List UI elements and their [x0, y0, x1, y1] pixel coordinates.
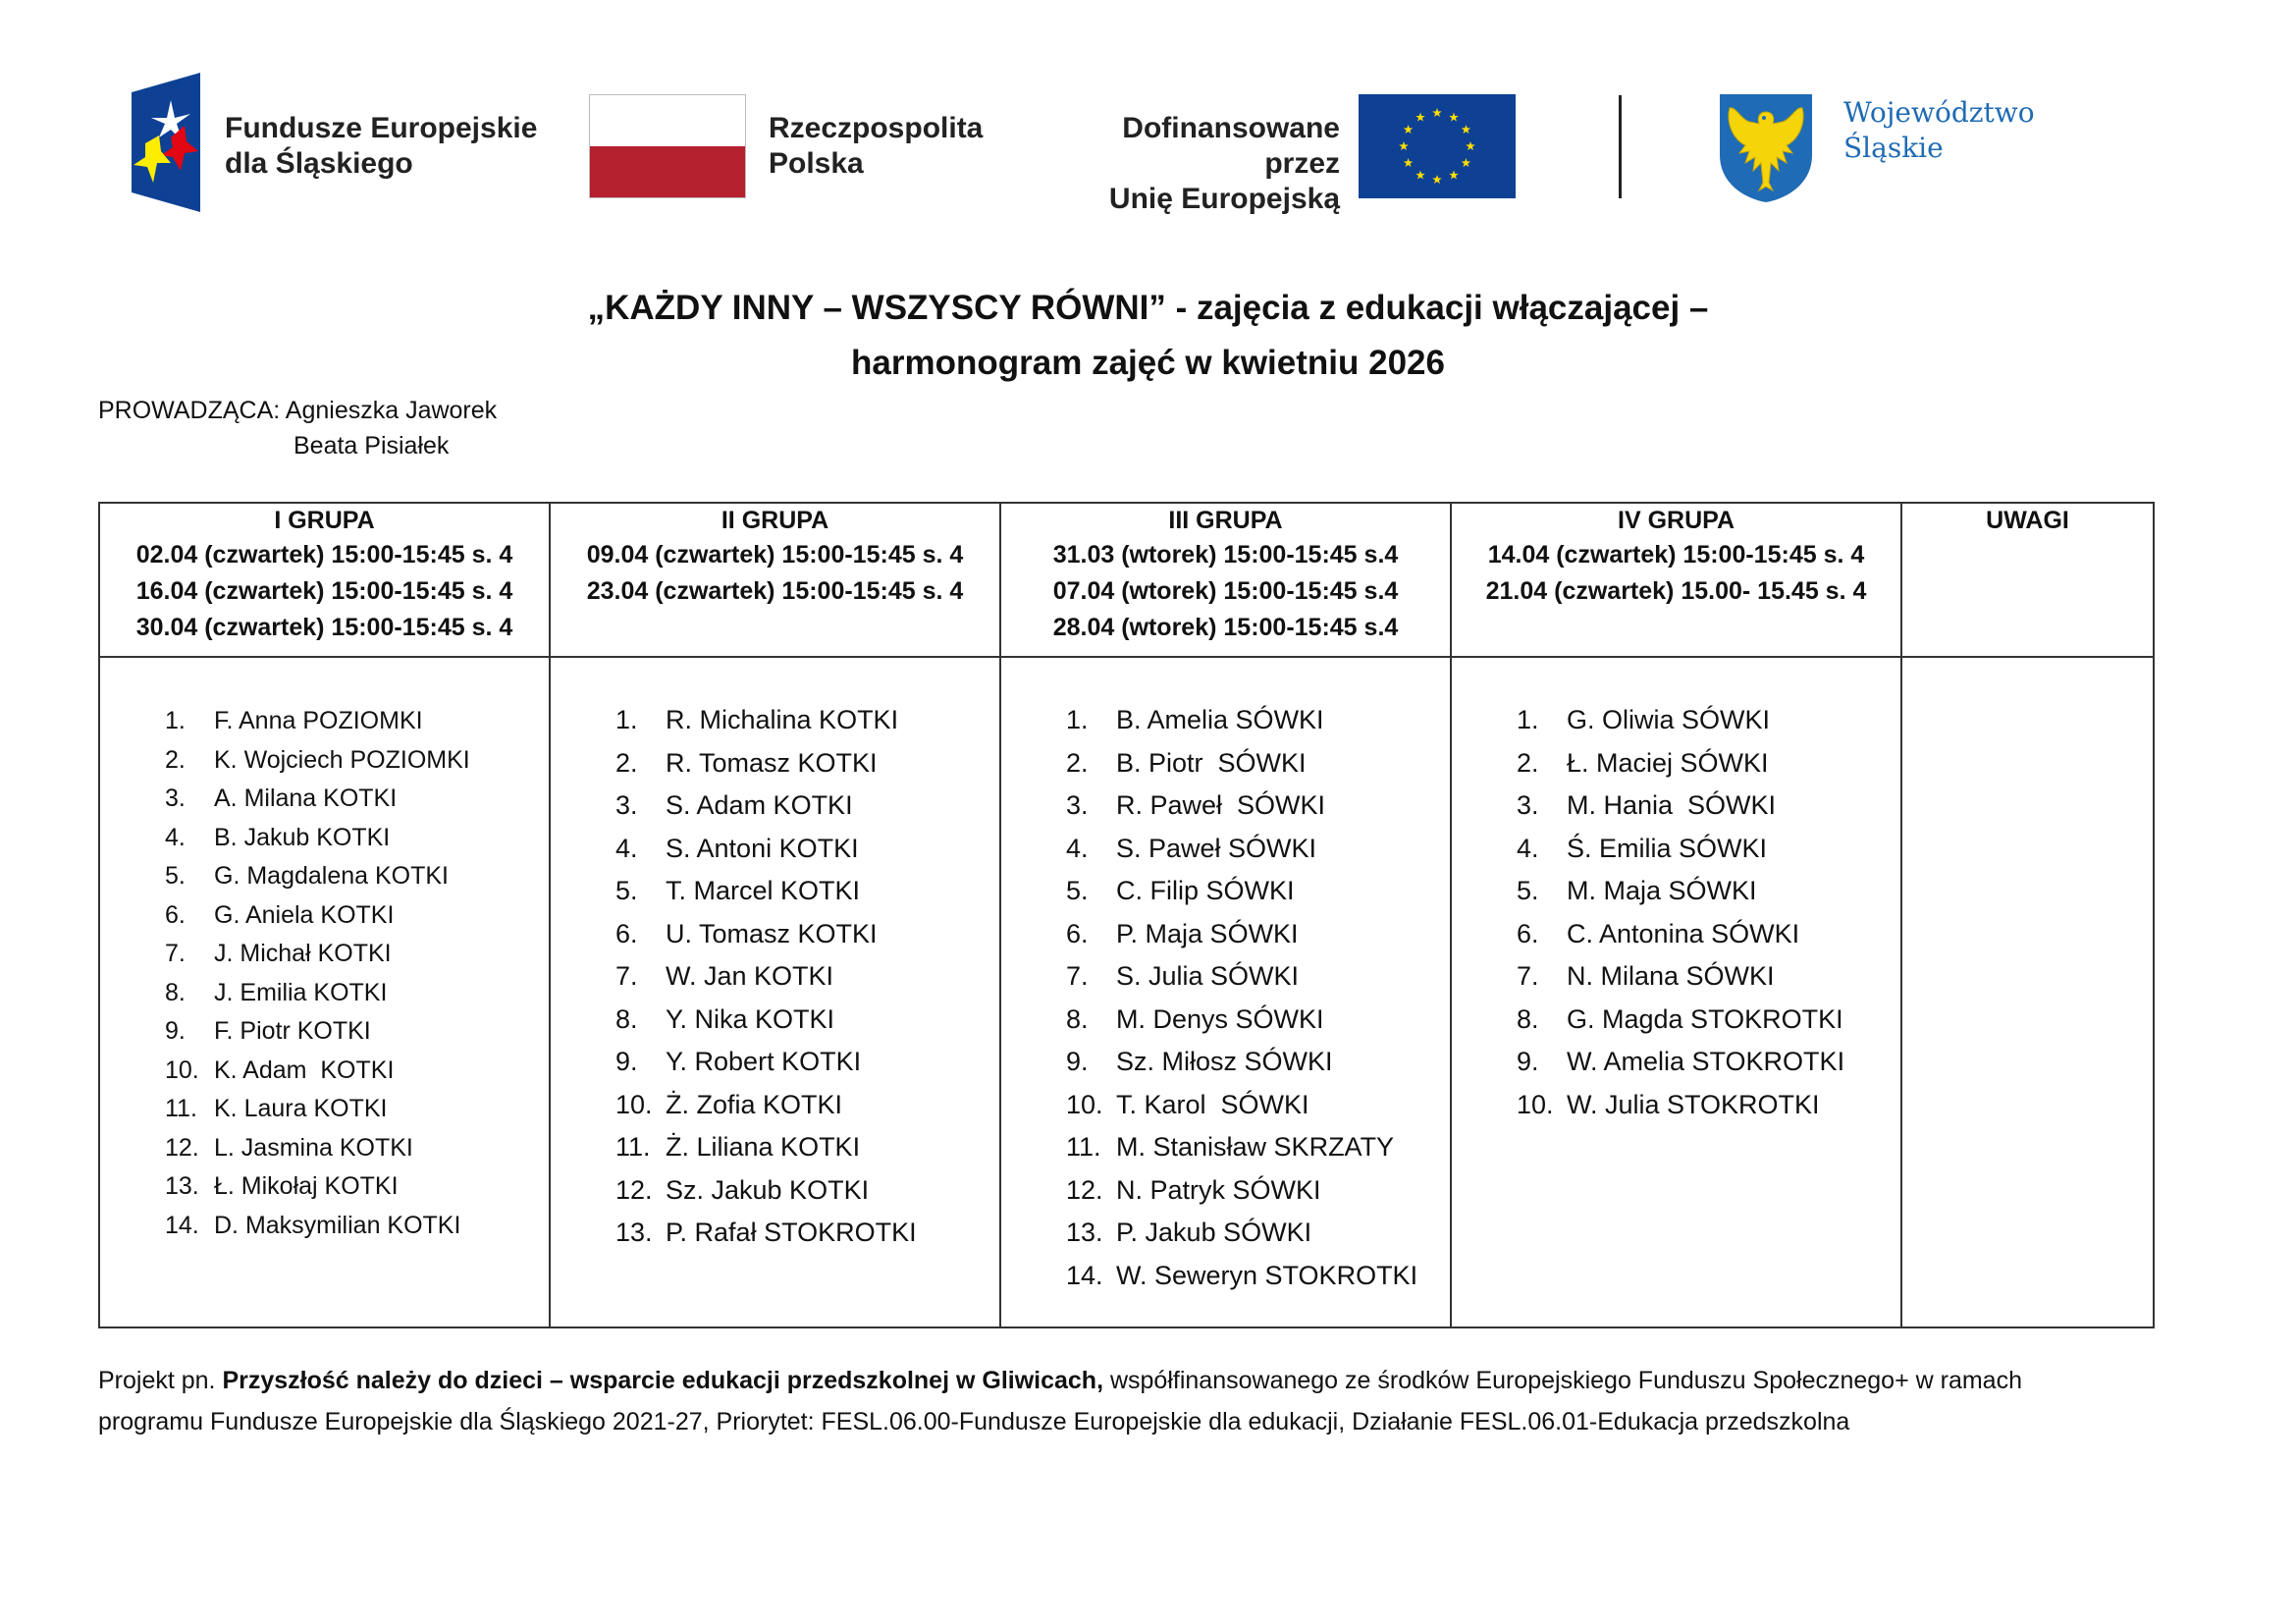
- list-item: [165, 935, 549, 974]
- list-item: [1517, 785, 1900, 828]
- list-number: 12.: [1066, 1174, 1103, 1205]
- child-name: W. Seweryn STOKROTKI: [1116, 1260, 1418, 1290]
- list-number: 9.: [165, 1017, 186, 1045]
- child-name: P. Maja SÓWKI: [1116, 918, 1299, 948]
- list-number: 13.: [1066, 1218, 1103, 1247]
- list-number: 1.: [165, 707, 186, 734]
- session-date: 23.04 (czwartek) 15:00-15:45 s. 4: [586, 577, 964, 605]
- list-item: [165, 1167, 549, 1207]
- child-name: A. Milana KOTKI: [214, 785, 398, 812]
- eu-flag-icon: [1359, 94, 1516, 198]
- list-item: [615, 1126, 999, 1169]
- child-name: L. Jasmina KOTKI: [214, 1133, 413, 1162]
- list-number: 7.: [1517, 961, 1539, 991]
- list-item: [165, 780, 549, 819]
- list-number: 3.: [1517, 790, 1539, 820]
- logo-bar: [0, 0, 2296, 226]
- list-item: [1517, 955, 1900, 999]
- child-name: Sz. Miłosz SÓWKI: [1116, 1047, 1333, 1076]
- list-item: [165, 819, 549, 858]
- list-number: 6.: [615, 918, 638, 948]
- fundusze-europejskie-label: [225, 111, 537, 182]
- list-item: [165, 857, 549, 896]
- child-name: T. Marcel KOTKI: [666, 876, 861, 905]
- session-date: 30.04 (czwartek) 15:00-15:45 s. 4: [135, 614, 513, 641]
- schedule-table: [98, 502, 2155, 1328]
- list-item: [1517, 1084, 1900, 1127]
- footer-line1-rest: współfinansowanego ze środków Europejskiego Funduszu Społecznego+ w ramach: [1103, 1367, 2022, 1394]
- child-name: M. Denys SÓWKI: [1116, 1003, 1324, 1034]
- group-roster-cell: [1451, 657, 1901, 1327]
- child-name: P. Rafał STOKROTKI: [666, 1218, 917, 1247]
- list-number: 10.: [165, 1056, 199, 1084]
- group-header-cell: [550, 503, 1000, 657]
- teacher-name: Agnieszka Jaworek: [285, 397, 498, 424]
- list-number: 13.: [165, 1172, 199, 1200]
- group-roster-cell: [550, 657, 1000, 1327]
- list-number: 4.: [1517, 833, 1539, 863]
- child-name: M. Hania SÓWKI: [1567, 790, 1777, 820]
- list-number: 7.: [165, 940, 186, 967]
- list-number: 10.: [1066, 1089, 1103, 1119]
- child-name: U. Tomasz KOTKI: [666, 918, 878, 948]
- document-title: „KAŻDY INNY – WSZYSCY RÓWNI” - zajęcia z edukacji włączającej –: [587, 289, 1709, 327]
- child-name: Ł. Maciej SÓWKI: [1567, 747, 1769, 778]
- polish-flag-icon: [589, 94, 746, 198]
- child-name: Ż. Liliana KOTKI: [666, 1132, 861, 1162]
- child-name: W. Julia STOKROTKI: [1567, 1089, 1820, 1119]
- list-number: 4.: [615, 833, 638, 863]
- list-item: [1066, 1212, 1450, 1255]
- list-number: 2.: [1517, 747, 1539, 778]
- list-number: 5.: [165, 862, 186, 890]
- child-name: B. Amelia SÓWKI: [1116, 705, 1324, 734]
- child-name: B. Jakub KOTKI: [214, 823, 391, 851]
- rp-line1: Rzeczpospolita: [769, 112, 984, 144]
- table-header-row: [99, 503, 2154, 657]
- list-item: [615, 785, 999, 828]
- uwagi-cell: [1901, 657, 2154, 1327]
- list-number: 11.: [1066, 1132, 1101, 1162]
- list-item: [615, 1169, 999, 1213]
- child-name: Ż. Zofia KOTKI: [666, 1089, 843, 1119]
- child-name: M. Stanisław SKRZATY: [1116, 1132, 1395, 1162]
- list-item: [1066, 1041, 1450, 1084]
- list-item: [1066, 828, 1450, 871]
- list-item: [1517, 1041, 1900, 1084]
- child-name: W. Amelia STOKROTKI: [1567, 1047, 1845, 1076]
- list-item: [615, 913, 999, 956]
- list-item: [1517, 742, 1900, 785]
- child-name: W. Jan KOTKI: [666, 961, 834, 991]
- group-header-cell: [99, 503, 550, 657]
- list-item: [165, 1090, 549, 1129]
- list-number: 5.: [1517, 876, 1539, 905]
- child-name: K. Wojciech POZIOMKI: [214, 745, 470, 774]
- child-name: N. Patryk SÓWKI: [1116, 1174, 1321, 1205]
- list-item: [165, 1129, 549, 1168]
- list-item: [615, 742, 999, 785]
- list-item: [1066, 1169, 1450, 1213]
- child-name: C. Filip SÓWKI: [1116, 876, 1295, 905]
- list-number: 9.: [1517, 1047, 1539, 1076]
- list-number: 12.: [615, 1174, 653, 1205]
- child-name: R. Paweł SÓWKI: [1116, 790, 1326, 820]
- footer-prefix: Projekt pn.: [98, 1367, 223, 1394]
- session-date: 09.04 (czwartek) 15:00-15:45 s. 4: [586, 541, 964, 568]
- list-number: 12.: [165, 1133, 199, 1162]
- project-footer: [98, 1360, 2258, 1442]
- project-name: Przyszłość należy do dzieci – wsparcie edukacji przedszkolnej w Gliwicach,: [222, 1367, 1104, 1394]
- child-name: R. Tomasz KOTKI: [666, 747, 878, 778]
- child-name: Y. Nika KOTKI: [666, 1003, 835, 1034]
- child-name: K. Adam KOTKI: [214, 1056, 395, 1084]
- list-number: 7.: [615, 961, 638, 991]
- list-item: [1066, 742, 1450, 785]
- footer-line2: programu Fundusze Europejskie dla Śląskiego 2021-27, Priorytet: FESL.06.00-Fundusze Europejskie dla edukacji, Działanie FESL.06.01-Edukacja przedszkolna: [98, 1408, 1850, 1435]
- silesia-eagle-crest-icon: [1720, 94, 1812, 202]
- child-name: M. Maja SÓWKI: [1567, 876, 1757, 905]
- document-subtitle: harmonogram zajęć w kwietniu 2026: [851, 344, 1445, 382]
- children-list: [100, 658, 549, 1245]
- list-number: 11.: [615, 1132, 651, 1162]
- list-item: [1066, 1126, 1450, 1169]
- list-item: [165, 1207, 549, 1246]
- list-number: 4.: [165, 823, 186, 851]
- session-date: 07.04 (wtorek) 15:00-15:45 s.4: [1052, 577, 1399, 605]
- list-item: [615, 699, 999, 742]
- list-number: 3.: [615, 790, 638, 820]
- list-number: 11.: [165, 1095, 197, 1122]
- list-item: [615, 1041, 999, 1084]
- list-number: 6.: [1066, 918, 1089, 948]
- list-number: 8.: [1517, 1003, 1539, 1034]
- session-date: 14.04 (czwartek) 15:00-15:45 s. 4: [1487, 541, 1865, 568]
- list-item: [1517, 999, 1900, 1042]
- list-number: 7.: [1066, 961, 1089, 991]
- group-title: III GRUPA: [1168, 507, 1283, 534]
- slask-line2: Śląskie: [1843, 132, 1944, 164]
- list-number: 14.: [165, 1211, 199, 1239]
- group-header-cell: [1451, 503, 1901, 657]
- teachers-label: PROWADZĄCA:: [98, 397, 281, 424]
- fe-line2: dla Śląskiego: [225, 147, 413, 180]
- child-name: P. Jakub SÓWKI: [1116, 1218, 1312, 1247]
- child-name: G. Oliwia SÓWKI: [1567, 705, 1771, 734]
- list-item: [1066, 955, 1450, 999]
- list-item: [1066, 913, 1450, 956]
- child-name: S. Julia SÓWKI: [1116, 961, 1300, 991]
- child-name: Y. Robert KOTKI: [666, 1047, 862, 1076]
- group-title: IV GRUPA: [1618, 507, 1735, 534]
- list-item: [1517, 913, 1900, 956]
- list-item: [165, 1012, 549, 1052]
- list-item: [1517, 699, 1900, 742]
- teachers-block: [98, 393, 497, 463]
- fe-line1: Fundusze Europejskie: [225, 112, 538, 144]
- list-item: [165, 896, 549, 936]
- list-number: 2.: [165, 745, 186, 774]
- list-number: 10.: [615, 1089, 653, 1119]
- list-number: 8.: [615, 1003, 638, 1034]
- list-number: 9.: [615, 1047, 638, 1076]
- list-item: [1066, 699, 1450, 742]
- list-item: [615, 1212, 999, 1255]
- child-name: K. Laura KOTKI: [214, 1095, 388, 1122]
- list-item: [615, 828, 999, 871]
- eu-line2: Unię Europejską: [1108, 183, 1340, 215]
- child-name: G. Magda STOKROTKI: [1567, 1003, 1843, 1034]
- group-title: II GRUPA: [721, 507, 829, 534]
- children-list: [1452, 658, 1900, 1126]
- child-name: Sz. Jakub KOTKI: [666, 1174, 870, 1205]
- list-item: [615, 870, 999, 913]
- list-item: [1066, 999, 1450, 1042]
- uwagi-header: UWAGI: [1986, 507, 2069, 534]
- group-roster-cell: [99, 657, 550, 1327]
- list-number: 2.: [615, 747, 638, 778]
- child-name: G. Aniela KOTKI: [214, 900, 395, 929]
- rp-line2: Polska: [769, 147, 864, 180]
- list-item: [165, 974, 549, 1013]
- list-number: 1.: [1066, 705, 1089, 734]
- list-item: [1066, 1084, 1450, 1127]
- session-date: 21.04 (czwartek) 15.00- 15.45 s. 4: [1485, 577, 1867, 605]
- eu-cofinanced-label: [1041, 111, 1340, 217]
- child-name: N. Milana SÓWKI: [1567, 961, 1775, 991]
- list-number: 5.: [615, 876, 638, 905]
- child-name: D. Maksymilian KOTKI: [214, 1211, 461, 1239]
- child-name: F. Piotr KOTKI: [214, 1017, 371, 1045]
- list-number: 1.: [1517, 705, 1539, 734]
- list-number: 13.: [615, 1218, 653, 1247]
- list-number: 3.: [165, 785, 186, 812]
- fundusze-europejskie-logo-icon: [132, 73, 200, 212]
- list-item: [165, 1052, 549, 1091]
- list-item: [165, 702, 549, 741]
- list-item: [1066, 870, 1450, 913]
- child-name: C. Antonina SÓWKI: [1567, 918, 1800, 948]
- list-item: [615, 999, 999, 1042]
- child-name: Ś. Emilia SÓWKI: [1567, 833, 1768, 863]
- list-item: [165, 741, 549, 781]
- list-number: 5.: [1066, 876, 1089, 905]
- footer-line1: [98, 1360, 2258, 1401]
- children-list: [551, 658, 999, 1255]
- list-item: [615, 955, 999, 999]
- child-name: R. Michalina KOTKI: [666, 705, 899, 734]
- session-date: 28.04 (wtorek) 15:00-15:45 s.4: [1052, 614, 1399, 641]
- uwagi-header-cell: [1901, 503, 2154, 657]
- child-name: S. Paweł SÓWKI: [1116, 833, 1317, 863]
- list-item: [1066, 1255, 1450, 1298]
- children-list: [1001, 658, 1450, 1297]
- session-date: 31.03 (wtorek) 15:00-15:45 s.4: [1052, 541, 1399, 568]
- child-name: J. Emilia KOTKI: [214, 978, 388, 1006]
- slask-line1: Województwo: [1843, 96, 2035, 129]
- list-item: [1517, 870, 1900, 913]
- group-header-cell: [1000, 503, 1451, 657]
- child-name: G. Magdalena KOTKI: [214, 862, 450, 890]
- list-number: 4.: [1066, 833, 1089, 863]
- rzeczpospolita-label: [769, 111, 983, 182]
- child-name: J. Michał KOTKI: [214, 940, 392, 967]
- list-number: 9.: [1066, 1047, 1089, 1076]
- group-roster-cell: [1000, 657, 1451, 1327]
- list-number: 10.: [1517, 1089, 1554, 1119]
- child-name: Ł. Mikołaj KOTKI: [214, 1172, 399, 1200]
- wojewodztwo-slaskie-label: [1843, 95, 2035, 166]
- list-item: [1066, 785, 1450, 828]
- child-name: F. Anna POZIOMKI: [214, 707, 423, 734]
- list-number: 1.: [615, 705, 638, 734]
- teacher-name: Beata Pisiałek: [294, 432, 450, 460]
- child-name: T. Karol SÓWKI: [1116, 1089, 1309, 1119]
- eu-line1: Dofinansowane przez: [1122, 112, 1340, 180]
- list-number: 2.: [1066, 747, 1089, 778]
- table-body-row: [99, 657, 2154, 1327]
- child-name: S. Adam KOTKI: [666, 790, 853, 820]
- child-name: S. Antoni KOTKI: [666, 833, 859, 863]
- logo-divider: [1619, 95, 1622, 198]
- group-title: I GRUPA: [274, 507, 375, 534]
- session-date: 02.04 (czwartek) 15:00-15:45 s. 4: [135, 541, 513, 568]
- list-number: 3.: [1066, 790, 1089, 820]
- session-date: 16.04 (czwartek) 15:00-15:45 s. 4: [135, 577, 513, 605]
- child-name: B. Piotr SÓWKI: [1116, 747, 1307, 778]
- list-item: [1517, 828, 1900, 871]
- list-number: 8.: [165, 978, 186, 1006]
- list-number: 6.: [1517, 918, 1539, 948]
- list-number: 6.: [165, 900, 186, 929]
- list-item: [615, 1084, 999, 1127]
- list-number: 8.: [1066, 1003, 1089, 1034]
- list-number: 14.: [1066, 1260, 1103, 1290]
